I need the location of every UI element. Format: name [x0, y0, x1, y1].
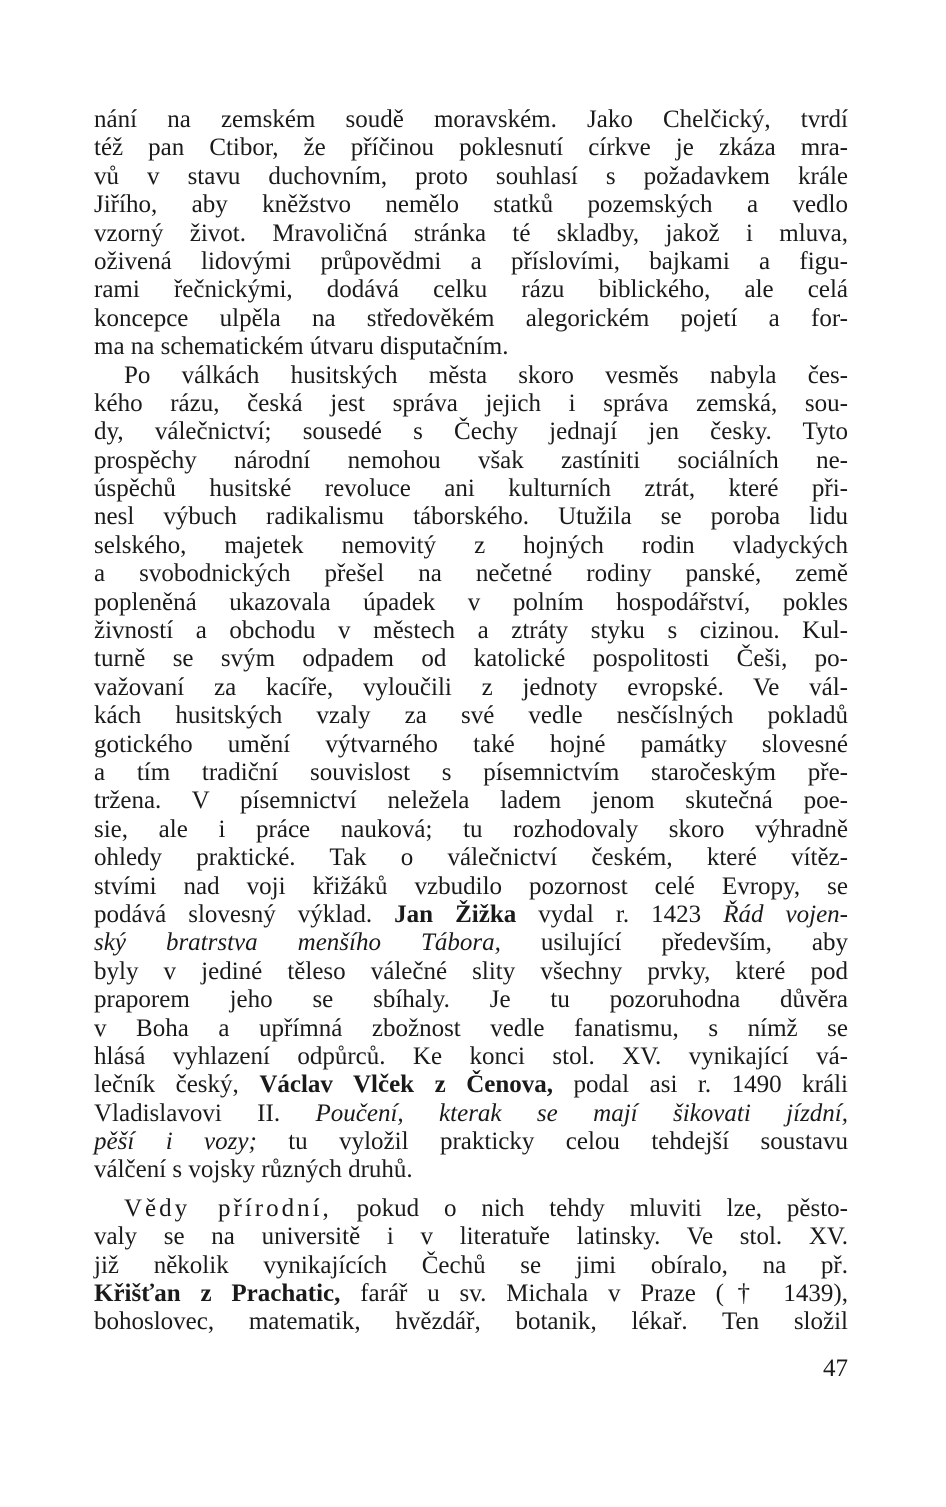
spaced-term: Vědy přírodní, [124, 1194, 332, 1222]
text-line: kách husitských vzaly za své vedle nesčíslných pokladů [94, 702, 848, 730]
body-text [94, 106, 848, 1337]
person-name-kristan: Křišťan z Prachatic, [94, 1280, 341, 1308]
text-line [94, 929, 848, 957]
text-line: nesl výbuch radikalismu táborského. Utužila se poroba lidu [94, 503, 848, 531]
text-line: a svobodnických přešel na nečetné rodiny panské, země [94, 560, 848, 588]
text-run: tu vyložil prakticky celou tehdejší soustavu [256, 1128, 849, 1156]
text-line: praporem jeho se sbíhaly. Je tu pozoruhodna důvěra [94, 986, 848, 1014]
text-line: válčení s vojsky různých druhů. [94, 1156, 413, 1184]
text-line: a tím tradiční souvislost s písemnictvím staročeským pře- [94, 758, 848, 786]
text-line: též pan Ctibor, že příčinou poklesnutí církve je zkáza mra- [94, 134, 848, 162]
text-line: vů v stavu duchovním, proto souhlasí s požadavkem krále [94, 162, 848, 190]
text-line [94, 1128, 848, 1156]
text-line: stvími nad voji křižáků vzbudilo pozornost celé Evropy, se [94, 872, 848, 900]
work-title: pěší i vozy; [94, 1128, 257, 1156]
person-name-jan-zizka: Jan Žižka [394, 900, 517, 928]
text-line: nání na zemském soudě moravském. Jako Chelčický, tvrdí [94, 106, 848, 133]
work-title: Poučení, kterak se mají šikovati jízdní, [315, 1099, 848, 1127]
text-run: Vladislavovi II. [94, 1099, 316, 1127]
paragraph-gap [94, 1185, 848, 1195]
text-line [94, 901, 848, 929]
text-line: rami řečnickými, dodává celku rázu biblického, ale celá [94, 276, 848, 304]
text-line: selského, majetek nemovitý z hojných rodin vladyckých [94, 531, 848, 559]
page-number: 47 [823, 1355, 848, 1382]
text-line: úspěchů husitské revoluce ani kulturních ztrát, které při- [94, 475, 848, 503]
text-line: vzorný život. Mravoličná stránka té skladby, jakož i mluva, [94, 219, 848, 247]
text-line: v Boha a upřímná zbožnost vedle fanatismu, s nímž se [94, 1014, 848, 1042]
text-line: sie, ale i práce nauková; tu rozhodovaly skoro výhradně [94, 815, 848, 843]
text-line: turně se svým odpadem od katolické pospolitosti Češi, po- [94, 645, 848, 673]
text-line [94, 1195, 848, 1223]
text-line [94, 1071, 848, 1099]
text-line: kého rázu, česká jest správa jejich i správa zemská, sou- [94, 389, 848, 417]
text-run: lečník český, [94, 1071, 260, 1099]
text-line: važovaní za kacíře, vyloučili z jednoty evropské. Ve vál- [94, 673, 848, 701]
text-line: koncepce ulpěla na středověkém alegorickém pojetí a for- [94, 304, 848, 332]
text-run: podal asi r. 1490 králi [553, 1071, 848, 1099]
text-line: byly v jediné těleso válečné slity všechny prvky, které pod [94, 957, 848, 985]
text-line: dy, válečnictví; sousedé s Čechy jednají jen česky. Tyto [94, 418, 848, 446]
text-line: ma na schematickém útvaru disputačním. [94, 333, 509, 361]
work-title: ský bratrstva menšího Tábora, [94, 929, 501, 957]
text-line: prospěchy národní nemohou však zastíniti sociálních ne- [94, 446, 848, 474]
text-line: gotického umění výtvarného také hojné památky slovesné [94, 730, 848, 758]
text-line: tržena. V písemnictví neležela ladem jenom skutečná poe- [94, 787, 848, 815]
text-run: pokud o nich tehdy mluviti lze, pěsto- [331, 1194, 848, 1222]
text-line: oživená lidovými průpovědmi a příslovími, bajkami a figu- [94, 247, 848, 275]
text-line: již několik vynikajících Čechů se jimi obíralo, na př. [94, 1251, 848, 1279]
text-line [94, 1100, 848, 1128]
text-run: podává slovesný výklad. [94, 900, 395, 928]
text-line [94, 1280, 848, 1308]
text-line: živností a obchodu v městech a ztráty styku s cizinou. Kul- [94, 617, 848, 645]
person-name-vaclav-vlcek: Václav Vlček z Čenova, [259, 1071, 554, 1099]
text-line: hlásá vyhlazení odpůrců. Ke konci stol. XV. vynikající vá- [94, 1042, 848, 1070]
text-line: ohledy praktické. Tak o válečnictví českém, které vítěz- [94, 844, 848, 872]
text-line: Jiřího, aby kněžstvo nemělo statků pozemských a vedlo [94, 191, 848, 219]
text-run: usilující především, aby [500, 929, 848, 957]
work-title: Řád vojen- [723, 900, 849, 928]
text-line: bohoslovec, matematik, hvězdář, botanik, lékař. Ten složil [94, 1308, 848, 1336]
text-run: vydal r. 1423 [516, 900, 724, 928]
text-line: popleněná ukazovala úpadek v polním hospodářství, pokles [94, 588, 848, 616]
text-line: valy se na universitě i v literatuře latinsky. Ve stol. XV. [94, 1223, 848, 1251]
text-line: Po válkách husitských města skoro vesměs nabyla čes- [124, 361, 848, 389]
text-run: farář u sv. Michala v Praze († 1439), [340, 1280, 848, 1308]
